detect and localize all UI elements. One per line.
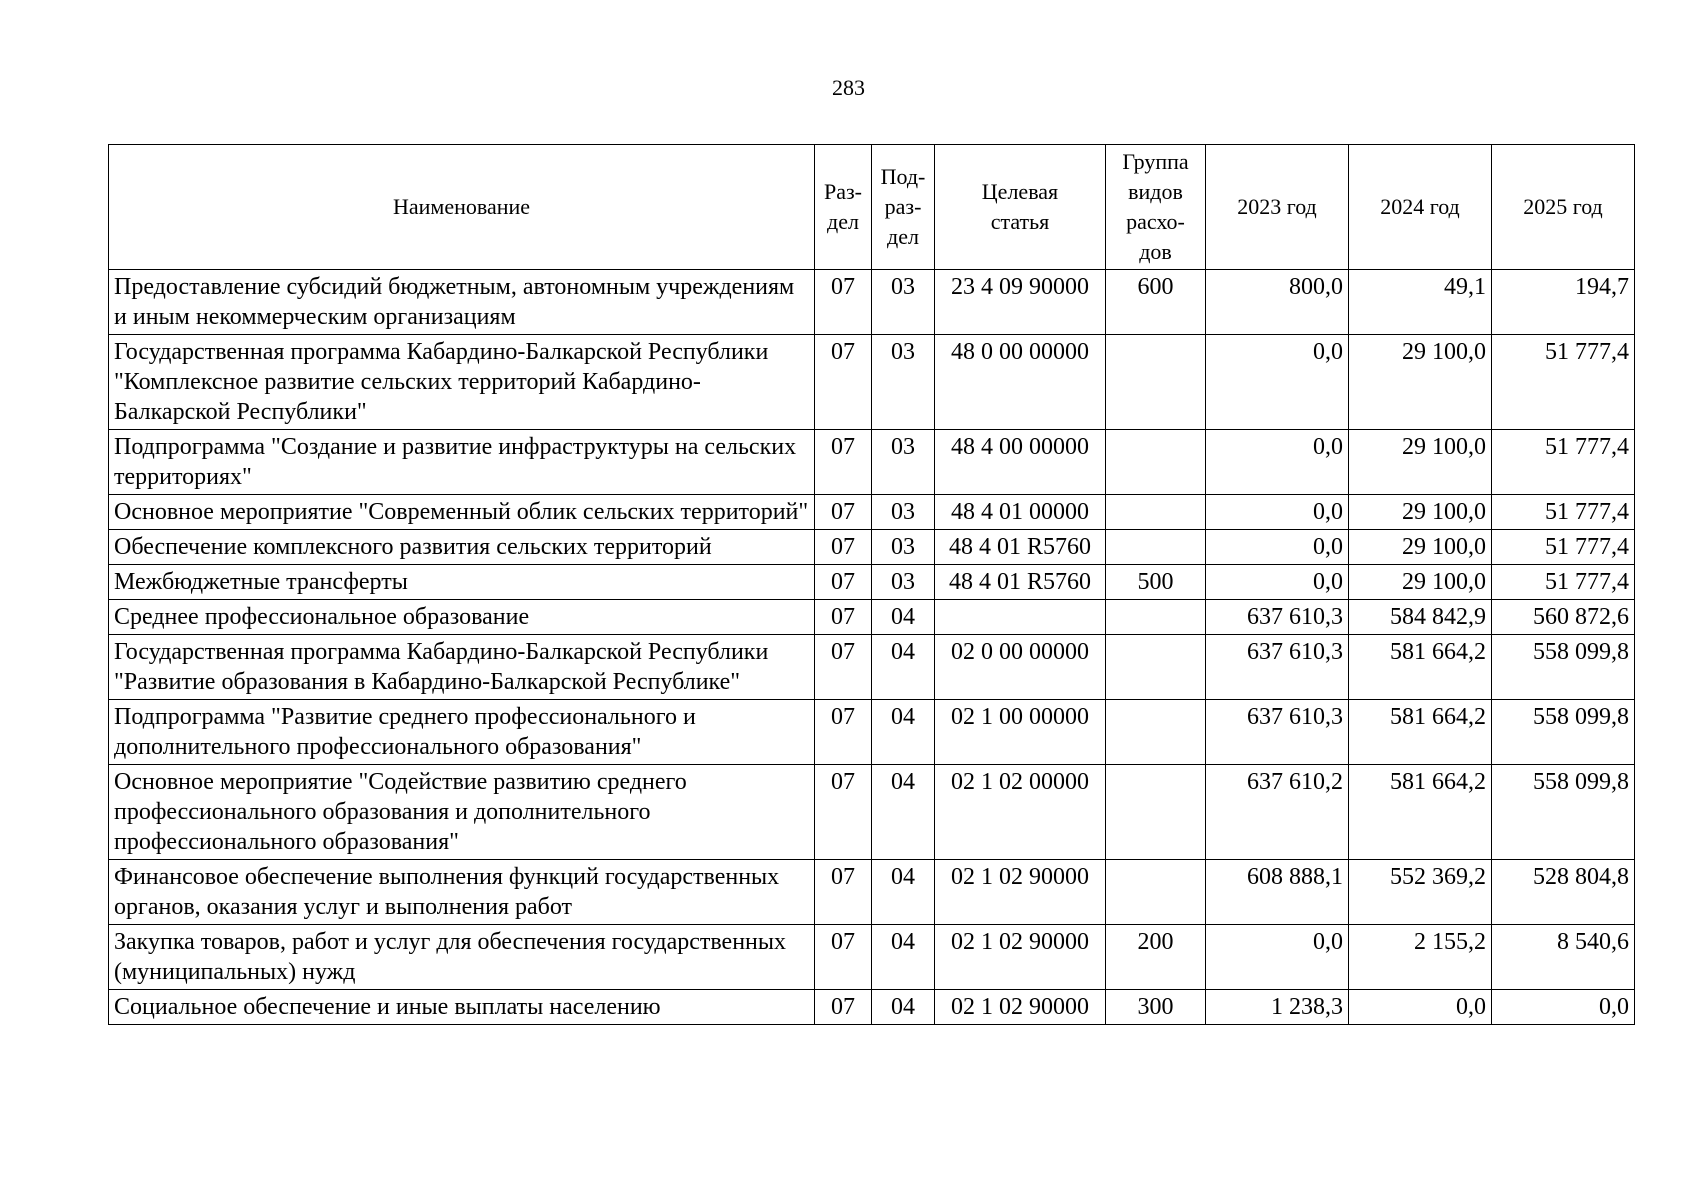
cell-name: Основное мероприятие "Современный облик сельских территорий": [109, 495, 815, 530]
cell-2023: 0,0: [1206, 335, 1349, 430]
cell-name: Социальное обеспечение и иные выплаты населению: [109, 990, 815, 1025]
cell-name: Государственная программа Кабардино-Балкарской Республики "Комплексное развитие сельских территорий Кабардино-Балкарской Республики": [109, 335, 815, 430]
cell-2024: 584 842,9: [1349, 600, 1492, 635]
cell-section: 07: [815, 600, 872, 635]
cell-2025: 51 777,4: [1492, 530, 1635, 565]
table-body: [109, 270, 1635, 1025]
cell-2025: 51 777,4: [1492, 430, 1635, 495]
cell-2025: 51 777,4: [1492, 495, 1635, 530]
cell-name: Финансовое обеспечение выполнения функций государственных органов, оказания услуг и выполнения работ: [109, 860, 815, 925]
cell-2024: 2 155,2: [1349, 925, 1492, 990]
cell-expense-group: 500: [1106, 565, 1206, 600]
budget-table: [108, 144, 1635, 1025]
cell-subsection: 03: [872, 270, 935, 335]
cell-2025: 51 777,4: [1492, 335, 1635, 430]
cell-2024: 29 100,0: [1349, 430, 1492, 495]
cell-target-article: 02 1 02 00000: [935, 765, 1106, 860]
table-row: [109, 600, 1635, 635]
cell-2024: 29 100,0: [1349, 495, 1492, 530]
table-row: [109, 530, 1635, 565]
table-row: [109, 700, 1635, 765]
cell-section: 07: [815, 700, 872, 765]
cell-2025: 528 804,8: [1492, 860, 1635, 925]
cell-target-article: 48 4 01 00000: [935, 495, 1106, 530]
cell-section: 07: [815, 860, 872, 925]
cell-subsection: 04: [872, 925, 935, 990]
cell-expense-group: 300: [1106, 990, 1206, 1025]
cell-section: 07: [815, 635, 872, 700]
cell-subsection: 03: [872, 530, 935, 565]
header-subsection: Под- раз- дел: [872, 145, 935, 270]
cell-target-article: 48 4 00 00000: [935, 430, 1106, 495]
header-section: Раз- дел: [815, 145, 872, 270]
cell-target-article: 48 0 00 00000: [935, 335, 1106, 430]
cell-expense-group: [1106, 495, 1206, 530]
cell-name: Государственная программа Кабардино-Балкарской Республики "Развитие образования в Кабардино-Балкарской Республике": [109, 635, 815, 700]
cell-expense-group: [1106, 335, 1206, 430]
table-row: [109, 635, 1635, 700]
cell-2025: 558 099,8: [1492, 635, 1635, 700]
cell-2023: 1 238,3: [1206, 990, 1349, 1025]
header-2025: 2025 год: [1492, 145, 1635, 270]
cell-2025: 8 540,6: [1492, 925, 1635, 990]
cell-2023: 637 610,3: [1206, 600, 1349, 635]
cell-expense-group: [1106, 765, 1206, 860]
cell-target-article: 02 1 02 90000: [935, 925, 1106, 990]
cell-2023: 0,0: [1206, 430, 1349, 495]
cell-subsection: 04: [872, 600, 935, 635]
cell-expense-group: [1106, 860, 1206, 925]
cell-target-article: 02 1 02 90000: [935, 990, 1106, 1025]
cell-section: 07: [815, 765, 872, 860]
cell-subsection: 04: [872, 635, 935, 700]
cell-expense-group: 600: [1106, 270, 1206, 335]
cell-2025: 558 099,8: [1492, 700, 1635, 765]
cell-section: 07: [815, 990, 872, 1025]
header-row: [109, 145, 1635, 270]
cell-2023: 800,0: [1206, 270, 1349, 335]
cell-name: Обеспечение комплексного развития сельских территорий: [109, 530, 815, 565]
table-row: [109, 765, 1635, 860]
cell-target-article: 48 4 01 R5760: [935, 530, 1106, 565]
cell-section: 07: [815, 270, 872, 335]
cell-target-article: [935, 600, 1106, 635]
cell-section: 07: [815, 495, 872, 530]
cell-subsection: 04: [872, 860, 935, 925]
cell-2024: 0,0: [1349, 990, 1492, 1025]
cell-2024: 581 664,2: [1349, 700, 1492, 765]
cell-target-article: 02 1 02 90000: [935, 860, 1106, 925]
cell-2024: 581 664,2: [1349, 635, 1492, 700]
cell-name: Предоставление субсидий бюджетным, автономным учреждениям и иным некоммерческим организациям: [109, 270, 815, 335]
table-row: [109, 495, 1635, 530]
cell-section: 07: [815, 530, 872, 565]
cell-target-article: 02 0 00 00000: [935, 635, 1106, 700]
cell-name: Подпрограмма "Развитие среднего профессионального и дополнительного профессионального образования": [109, 700, 815, 765]
page-number: 283: [832, 75, 865, 100]
cell-subsection: 03: [872, 565, 935, 600]
cell-2025: 194,7: [1492, 270, 1635, 335]
table-row: [109, 270, 1635, 335]
cell-subsection: 04: [872, 700, 935, 765]
table-row: [109, 565, 1635, 600]
cell-2025: 558 099,8: [1492, 765, 1635, 860]
cell-subsection: 03: [872, 335, 935, 430]
cell-expense-group: 200: [1106, 925, 1206, 990]
cell-expense-group: [1106, 530, 1206, 565]
cell-2023: 0,0: [1206, 565, 1349, 600]
cell-section: 07: [815, 925, 872, 990]
cell-subsection: 04: [872, 765, 935, 860]
header-expense-group: Группа видов расхо- дов: [1106, 145, 1206, 270]
cell-target-article: 23 4 09 90000: [935, 270, 1106, 335]
cell-2024: 552 369,2: [1349, 860, 1492, 925]
cell-2023: 0,0: [1206, 495, 1349, 530]
cell-name: Основное мероприятие "Содействие развитию среднего профессионального образования и дополнительного профессионального образования": [109, 765, 815, 860]
cell-subsection: 04: [872, 990, 935, 1025]
table-row: [109, 335, 1635, 430]
cell-expense-group: [1106, 430, 1206, 495]
cell-subsection: 03: [872, 430, 935, 495]
cell-name: Среднее профессиональное образование: [109, 600, 815, 635]
table-row: [109, 430, 1635, 495]
cell-2024: 29 100,0: [1349, 335, 1492, 430]
cell-2024: 49,1: [1349, 270, 1492, 335]
header-2024: 2024 год: [1349, 145, 1492, 270]
cell-subsection: 03: [872, 495, 935, 530]
cell-2023: 0,0: [1206, 925, 1349, 990]
header-target-article: Целевая статья: [935, 145, 1106, 270]
cell-2025: 560 872,6: [1492, 600, 1635, 635]
cell-2023: 608 888,1: [1206, 860, 1349, 925]
cell-2023: 0,0: [1206, 530, 1349, 565]
table-row: [109, 990, 1635, 1025]
cell-2024: 581 664,2: [1349, 765, 1492, 860]
cell-target-article: 48 4 01 R5760: [935, 565, 1106, 600]
cell-2024: 29 100,0: [1349, 530, 1492, 565]
cell-2025: 51 777,4: [1492, 565, 1635, 600]
cell-target-article: 02 1 00 00000: [935, 700, 1106, 765]
cell-expense-group: [1106, 600, 1206, 635]
cell-section: 07: [815, 565, 872, 600]
header-name: Наименование: [109, 145, 815, 270]
header-2023: 2023 год: [1206, 145, 1349, 270]
cell-name: Подпрограмма "Создание и развитие инфраструктуры на сельских территориях": [109, 430, 815, 495]
table-row: [109, 860, 1635, 925]
cell-2024: 29 100,0: [1349, 565, 1492, 600]
cell-section: 07: [815, 335, 872, 430]
cell-expense-group: [1106, 700, 1206, 765]
cell-2023: 637 610,3: [1206, 700, 1349, 765]
cell-2023: 637 610,3: [1206, 635, 1349, 700]
cell-2023: 637 610,2: [1206, 765, 1349, 860]
cell-section: 07: [815, 430, 872, 495]
cell-2025: 0,0: [1492, 990, 1635, 1025]
cell-expense-group: [1106, 635, 1206, 700]
table-row: [109, 925, 1635, 990]
cell-name: Закупка товаров, работ и услуг для обеспечения государственных (муниципальных) нужд: [109, 925, 815, 990]
cell-name: Межбюджетные трансферты: [109, 565, 815, 600]
